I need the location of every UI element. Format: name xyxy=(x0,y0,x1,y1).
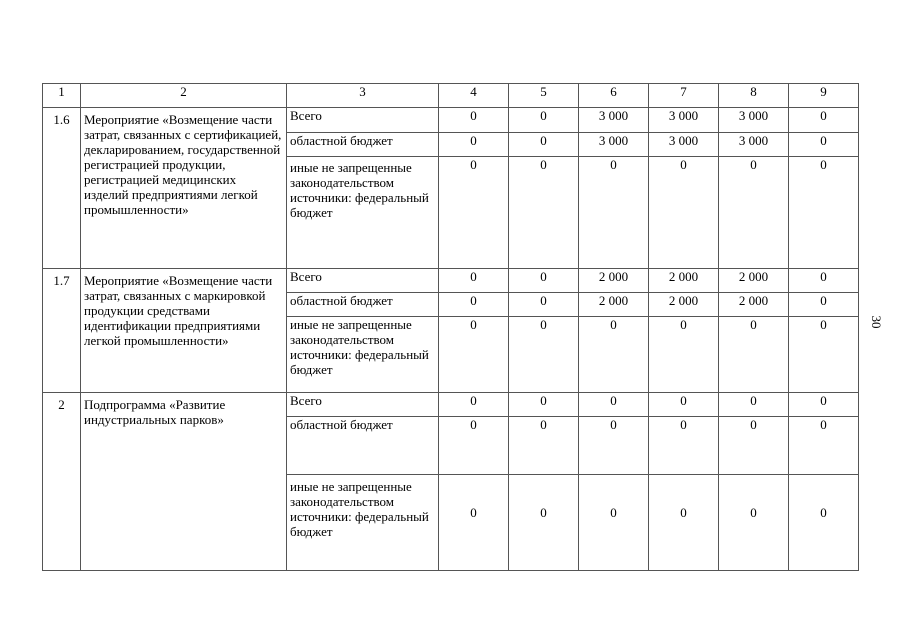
table-row xyxy=(43,393,859,417)
value-cell: 0 xyxy=(649,393,719,417)
value-cell: 3 000 xyxy=(649,108,719,133)
value-cell: 0 xyxy=(439,133,509,157)
value-cell: 0 xyxy=(579,317,649,393)
value-cell: 3 000 xyxy=(719,108,789,133)
value-cell: 2 000 xyxy=(649,269,719,293)
value-cell: 0 xyxy=(789,317,859,393)
item-name: Мероприятие «Возмещение части затрат, связанных с сертификацией, декларированием, государственной регистрацией продукции, регистрацией медицинских изделий предприятиями легкой промышленности» xyxy=(81,108,287,269)
header-cell-4: 4 xyxy=(439,84,509,108)
value-cell: 3 000 xyxy=(579,133,649,157)
value-cell: 0 xyxy=(579,417,649,475)
value-cell: 0 xyxy=(719,317,789,393)
header-cell-3: 3 xyxy=(287,84,439,108)
header-cell-9: 9 xyxy=(789,84,859,108)
value-cell: 0 xyxy=(789,393,859,417)
item-number: 2 xyxy=(43,393,81,571)
value-cell: 3 000 xyxy=(649,133,719,157)
value-cell: 0 xyxy=(509,393,579,417)
value-cell: 0 xyxy=(789,475,859,571)
header-row xyxy=(43,84,859,108)
header-cell-5: 5 xyxy=(509,84,579,108)
value-cell: 0 xyxy=(579,393,649,417)
header-cell-1: 1 xyxy=(43,84,81,108)
value-cell: 0 xyxy=(509,475,579,571)
value-cell: 0 xyxy=(509,133,579,157)
item-name: Подпрограмма «Развитие индустриальных парков» xyxy=(81,393,287,571)
value-cell: 0 xyxy=(509,317,579,393)
value-cell: 2 000 xyxy=(579,293,649,317)
funding-source: областной бюджет xyxy=(287,293,439,317)
value-cell: 0 xyxy=(439,475,509,571)
value-cell: 3 000 xyxy=(719,133,789,157)
value-cell: 0 xyxy=(439,393,509,417)
value-cell: 0 xyxy=(509,269,579,293)
value-cell: 0 xyxy=(719,417,789,475)
budget-table xyxy=(42,83,859,571)
header-cell-2: 2 xyxy=(81,84,287,108)
value-cell: 0 xyxy=(579,157,649,269)
table-row xyxy=(43,269,859,293)
header-cell-7: 7 xyxy=(649,84,719,108)
value-cell: 0 xyxy=(579,475,649,571)
value-cell: 0 xyxy=(789,108,859,133)
funding-source: иные не запрещенные законодательством источники: федеральный бюджет xyxy=(287,157,439,269)
page-number: 30 xyxy=(869,315,884,329)
value-cell: 0 xyxy=(509,293,579,317)
value-cell: 0 xyxy=(649,475,719,571)
header-cell-8: 8 xyxy=(719,84,789,108)
value-cell: 0 xyxy=(789,269,859,293)
value-cell: 0 xyxy=(719,393,789,417)
value-cell: 0 xyxy=(439,269,509,293)
value-cell: 2 000 xyxy=(579,269,649,293)
value-cell: 2 000 xyxy=(719,293,789,317)
value-cell: 0 xyxy=(789,133,859,157)
value-cell: 0 xyxy=(509,157,579,269)
value-cell: 0 xyxy=(509,417,579,475)
funding-source: Всего xyxy=(287,108,439,133)
value-cell: 0 xyxy=(719,157,789,269)
funding-source: областной бюджет xyxy=(287,417,439,475)
funding-source: областной бюджет xyxy=(287,133,439,157)
value-cell: 0 xyxy=(649,417,719,475)
value-cell: 0 xyxy=(789,417,859,475)
value-cell: 0 xyxy=(439,108,509,133)
funding-source: Всего xyxy=(287,269,439,293)
item-number: 1.7 xyxy=(43,269,81,393)
funding-source: Всего xyxy=(287,393,439,417)
table-row xyxy=(43,108,859,133)
item-name: Мероприятие «Возмещение части затрат, связанных с маркировкой продукции средствами идентификации предприятиями легкой промышленности» xyxy=(81,269,287,393)
value-cell: 2 000 xyxy=(719,269,789,293)
value-cell: 0 xyxy=(649,317,719,393)
value-cell: 0 xyxy=(439,417,509,475)
value-cell: 2 000 xyxy=(649,293,719,317)
value-cell: 3 000 xyxy=(579,108,649,133)
item-number: 1.6 xyxy=(43,108,81,269)
value-cell: 0 xyxy=(439,317,509,393)
value-cell: 0 xyxy=(649,157,719,269)
funding-source: иные не запрещенные законодательством источники: федеральный бюджет xyxy=(287,317,439,393)
value-cell: 0 xyxy=(509,108,579,133)
header-cell-6: 6 xyxy=(579,84,649,108)
value-cell: 0 xyxy=(789,293,859,317)
value-cell: 0 xyxy=(789,157,859,269)
value-cell: 0 xyxy=(439,293,509,317)
value-cell: 0 xyxy=(439,157,509,269)
value-cell: 0 xyxy=(719,475,789,571)
funding-source: иные не запрещенные законодательством источники: федеральный бюджет xyxy=(287,475,439,571)
